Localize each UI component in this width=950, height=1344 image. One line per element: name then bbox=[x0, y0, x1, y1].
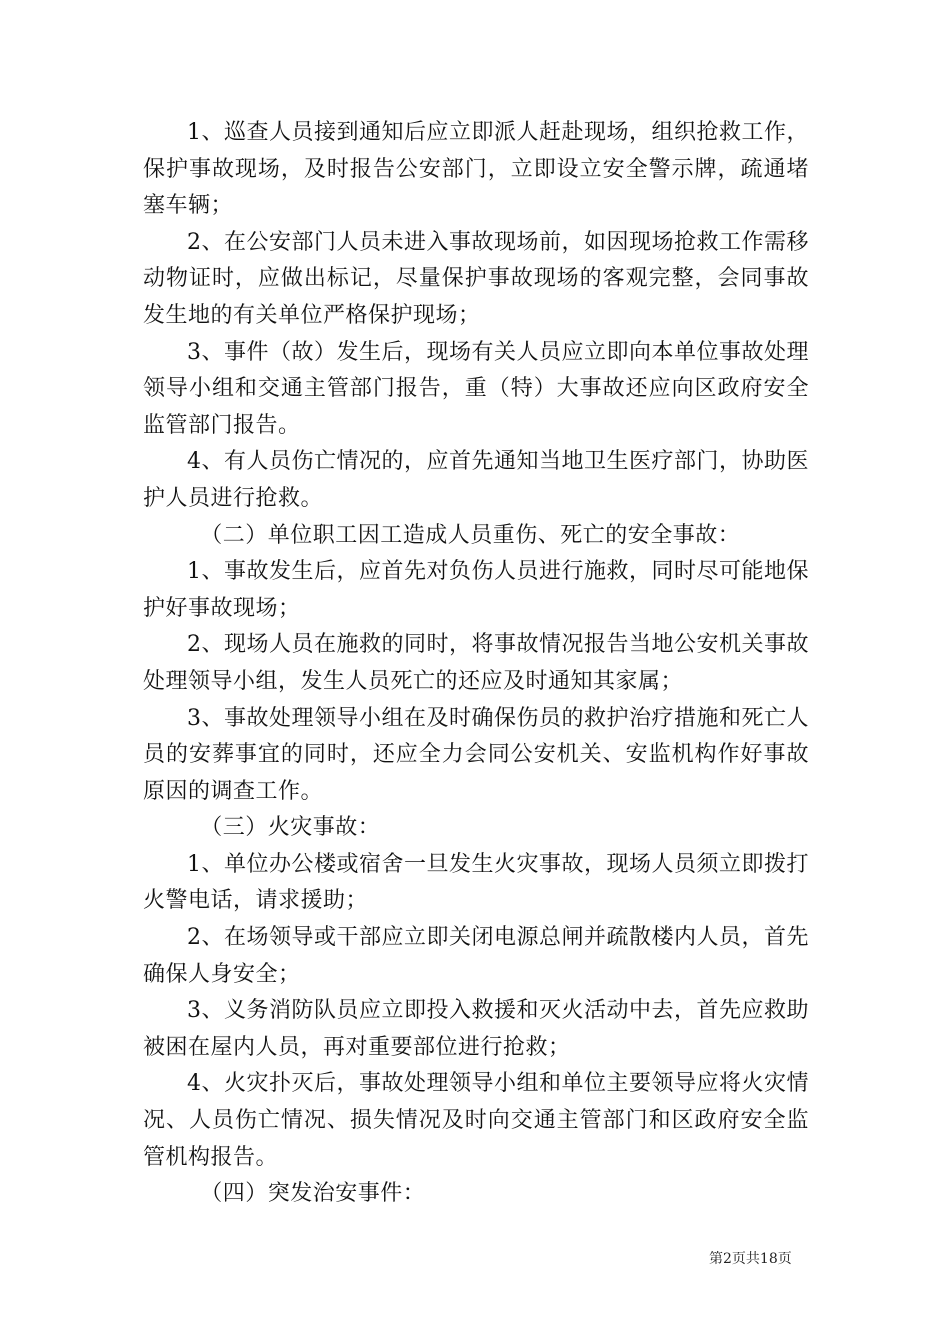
paragraph-1-3: 3、事件（故）发生后，现场有关人员应立即向本单位事故处理领导小组和交通主管部门报告，重（特）大事故还应向区政府安全监管部门报告。 bbox=[143, 339, 809, 438]
paragraph-3-3: 3、义务消防队员应立即投入救援和灭火活动中去，首先应救助被困在屋内人员，再对重要部位进行抢救； bbox=[143, 998, 809, 1060]
paragraph-3-4: 4、火灾扑灭后，事故处理领导小组和单位主要领导应将火灾情况、人员伤亡情况、损失情况及时向交通主管部门和区政府安全监管机构报告。 bbox=[143, 1071, 809, 1170]
paragraph-2-1: 1、事故发生后，应首先对负伤人员进行施救，同时尽可能地保护好事故现场； bbox=[143, 559, 809, 621]
document-body bbox=[143, 115, 809, 1213]
paragraph-3-2: 2、在场领导或干部应立即关闭电源总闸并疏散楼内人员，首先确保人身安全； bbox=[143, 925, 809, 987]
paragraph-2-2: 2、现场人员在施救的同时，将事故情况报告当地公安机关事故处理领导小组，发生人员死亡的还应及时通知其家属； bbox=[143, 632, 809, 694]
paragraph-1-4: 4、有人员伤亡情况的，应首先通知当地卫生医疗部门，协助医护人员进行抢救。 bbox=[143, 449, 809, 511]
section-heading-3: （三）火灾事故： bbox=[200, 815, 381, 841]
section-heading-2: （二）单位职工因工造成人员重伤、死亡的安全事故： bbox=[200, 522, 741, 548]
section-heading-4: （四）突发治安事件： bbox=[200, 1181, 426, 1207]
paragraph-3-1: 1、单位办公楼或宿舍一旦发生火灾事故，现场人员须立即拨打火警电话，请求援助； bbox=[143, 851, 809, 914]
paragraph-2-3: 3、事故处理领导小组在及时确保伤员的救护治疗措施和死亡人员的安葬事宜的同时，还应全力会同公安机关、安监机构作好事故原因的调查工作。 bbox=[143, 705, 809, 804]
paragraph-1-1: 1、巡查人员接到通知后应立即派人赶赴现场，组织抢救工作，保护事故现场，及时报告公安部门，立即设立安全警示牌，疏通堵塞车辆； bbox=[143, 120, 809, 219]
page-number: 第2页共18页 bbox=[709, 1251, 792, 1267]
paragraph-1-2: 2、在公安部门人员未进入事故现场前，如因现场抢救工作需移动物证时，应做出标记，尽量保护事故现场的客观完整，会同事故发生地的有关单位严格保护现场； bbox=[143, 229, 809, 328]
